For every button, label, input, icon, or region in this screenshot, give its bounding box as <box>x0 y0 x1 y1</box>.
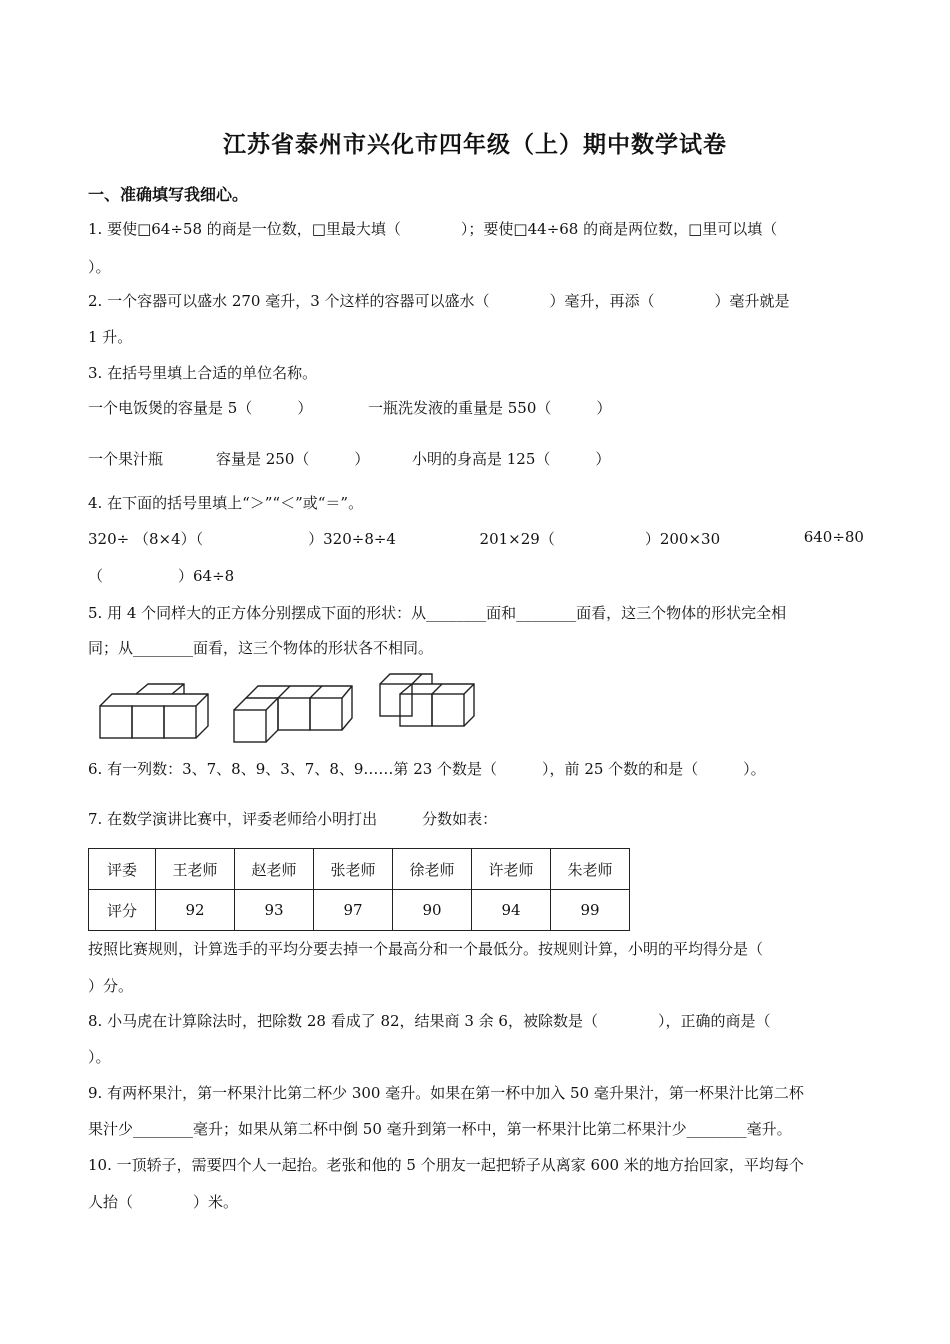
table-cell: 94 <box>472 890 551 931</box>
question-3-row-1b: 一瓶洗发液的重量是 550（ ） <box>368 399 612 417</box>
question-3-row-2a: 一个果汁瓶 <box>88 450 164 468</box>
question-7-line-2: ）分。 <box>88 977 134 995</box>
table-cell: 许老师 <box>472 849 551 890</box>
cube-figures <box>96 670 496 746</box>
page-title: 江苏省泰州市兴化市四年级（上）期中数学试卷 <box>223 131 727 158</box>
question-9-line-2: 果汁少________毫升；如果从第二杯中倒 50 毫升到第一杯中，第一杯果汁比第二杯果汁少________毫升。 <box>88 1120 792 1138</box>
question-9-line-1: 9. 有两杯果汁，第一杯果汁比第二杯少 300 毫升。如果在第一杯中加入 50 毫升果汁，第一杯果汁比第二杯 <box>88 1084 804 1102</box>
table-header-row <box>89 849 630 890</box>
question-3-row-2b: 容量是 250（ ） <box>216 450 370 468</box>
table-cell: 评分 <box>89 890 156 931</box>
question-5-line-2: 同；从________面看，这三个物体的形状各不相同。 <box>88 639 434 657</box>
table-cell: 评委 <box>89 849 156 890</box>
question-2-line-1: 2. 一个容器可以盛水 270 毫升，3 个这样的容器可以盛水（ ）毫升，再添（ ）毫升就是 <box>88 292 790 310</box>
table-cell: 99 <box>551 890 630 931</box>
question-3-row-1a: 一个电饭煲的容量是 5（ ） <box>88 399 313 417</box>
question-2-line-2: 1 升。 <box>88 328 133 346</box>
question-5-line-1: 5. 用 4 个同样大的正方体分别摆成下面的形状：从________面和________面看，这三个物体的形状完全相 <box>88 604 787 622</box>
question-7-line-1: 按照比赛规则，计算选手的平均分要去掉一个最高分和一个最低分。按规则计算，小明的平均得分是（ <box>88 940 764 958</box>
cube-figure-3 <box>380 674 474 726</box>
table-cell: 王老师 <box>156 849 235 890</box>
table-cell: 93 <box>235 890 314 931</box>
table-cell: 赵老师 <box>235 849 314 890</box>
question-10-line-2: 人抬（ ）米。 <box>88 1193 239 1211</box>
question-1-line-1: 1. 要使□64÷58 的商是一位数，□里最大填（ ）；要使□44÷68 的商是两位数，□里可以填（ <box>88 220 778 238</box>
question-8-line-2: ）。 <box>88 1048 111 1066</box>
cube-figure-1 <box>100 684 208 738</box>
question-1-line-2: ）。 <box>88 258 111 276</box>
table-cell: 90 <box>393 890 472 931</box>
question-4-part-c: 640÷80 <box>803 528 864 546</box>
table-cell: 92 <box>156 890 235 931</box>
question-4-stem: 4. 在下面的括号里填上“＞”“＜”或“＝”。 <box>88 494 364 512</box>
table-cell: 徐老师 <box>393 849 472 890</box>
table-row <box>89 890 630 931</box>
question-7-stem: 7. 在数学演讲比赛中，评委老师给小明打出 分数如表： <box>88 810 498 828</box>
question-3-row-2c: 小明的身高是 125（ ） <box>412 450 611 468</box>
table-cell: 张老师 <box>314 849 393 890</box>
table-cell: 朱老师 <box>551 849 630 890</box>
question-4-part-a: 320÷ （8×4）（ ）320÷8÷4 <box>88 530 396 548</box>
question-4-part-d: （ ）64÷8 <box>88 567 235 585</box>
section-heading: 一、准确填写我细心。 <box>88 185 249 204</box>
question-10-line-1: 10. 一顶轿子，需要四个人一起抬。老张和他的 5 个朋友一起把轿子从离家 600 米的地方抬回家，平均每个 <box>88 1156 804 1174</box>
score-table <box>88 848 630 931</box>
cube-figure-2 <box>234 686 352 742</box>
question-4-row <box>88 528 864 549</box>
question-6: 6. 有一列数：3、7、8、9、3、7、8、9……第 23 个数是（ ），前 25 个数的和是（ ）。 <box>88 760 766 778</box>
table-cell: 97 <box>314 890 393 931</box>
question-3-stem: 3. 在括号里填上合适的单位名称。 <box>88 364 318 382</box>
question-4-part-b: 201×29（ ）200×30 <box>479 530 721 548</box>
question-8-line-1: 8. 小马虎在计算除法时，把除数 28 看成了 82，结果商 3 余 6，被除数是（ ），正确的商是（ <box>88 1012 771 1030</box>
